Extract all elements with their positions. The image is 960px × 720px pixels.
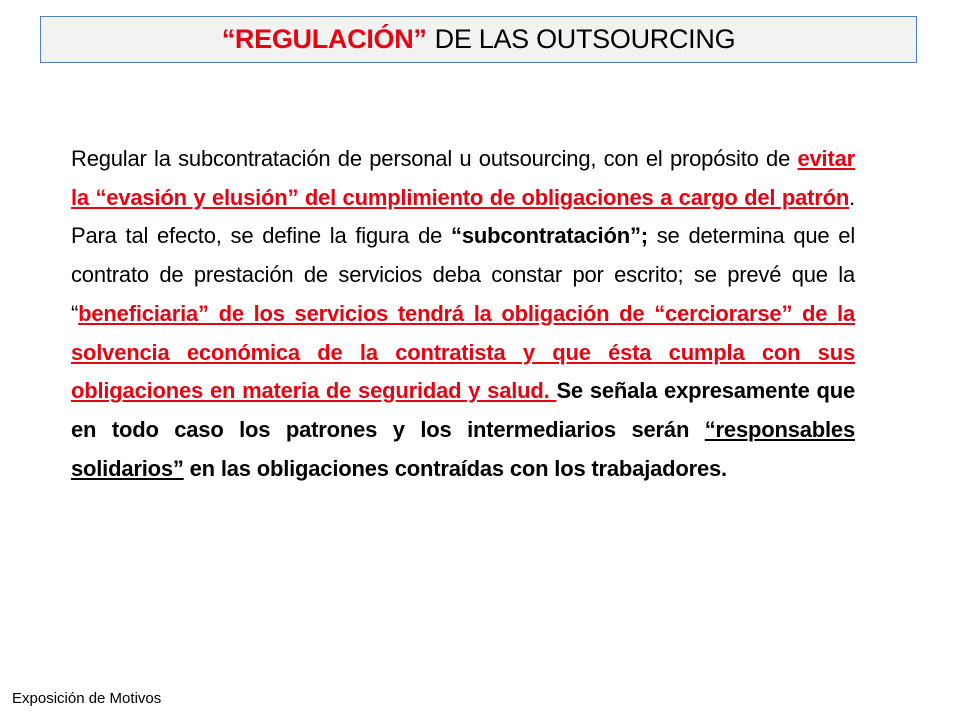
footer-label: Exposición de Motivos xyxy=(12,690,162,707)
slide-title xyxy=(40,16,917,63)
title-rest: DE LAS OUTSOURCING xyxy=(434,24,736,54)
bold-responsables: “responsables solidarios” xyxy=(71,416,855,481)
bold-senala: Se señala expresamente que en todo caso los patrones y los intermediarios serán xyxy=(71,378,856,442)
title-highlight: “REGULACIÓN” xyxy=(221,24,427,54)
bold-obligaciones: en las obligaciones contraídas con los trabajadores. xyxy=(183,455,727,481)
bold-subcontratacion: “subcontratación”; xyxy=(451,223,648,249)
body-text-3: se determina que el contrato de prestación de servicios deba constar por escrito; se prevé que la “ xyxy=(71,223,856,326)
body-text-1: Regular la subcontratación de personal u outsourcing, con el propósito de xyxy=(71,146,798,171)
highlight-beneficiaria: beneficiaria” de los servicios tendrá la obligación de “cerciorarse” de la solvencia económica de la contratista y que ésta cumpla con sus obligaciones en materia de seguridad y salud. xyxy=(71,300,855,404)
highlight-evasion: evitar la “evasión y elusión” del cumplimiento de obligaciones a cargo del patrón xyxy=(71,146,855,210)
body-text-2: . Para tal efecto, se define la figura de xyxy=(71,184,855,249)
body-paragraph xyxy=(71,140,855,488)
